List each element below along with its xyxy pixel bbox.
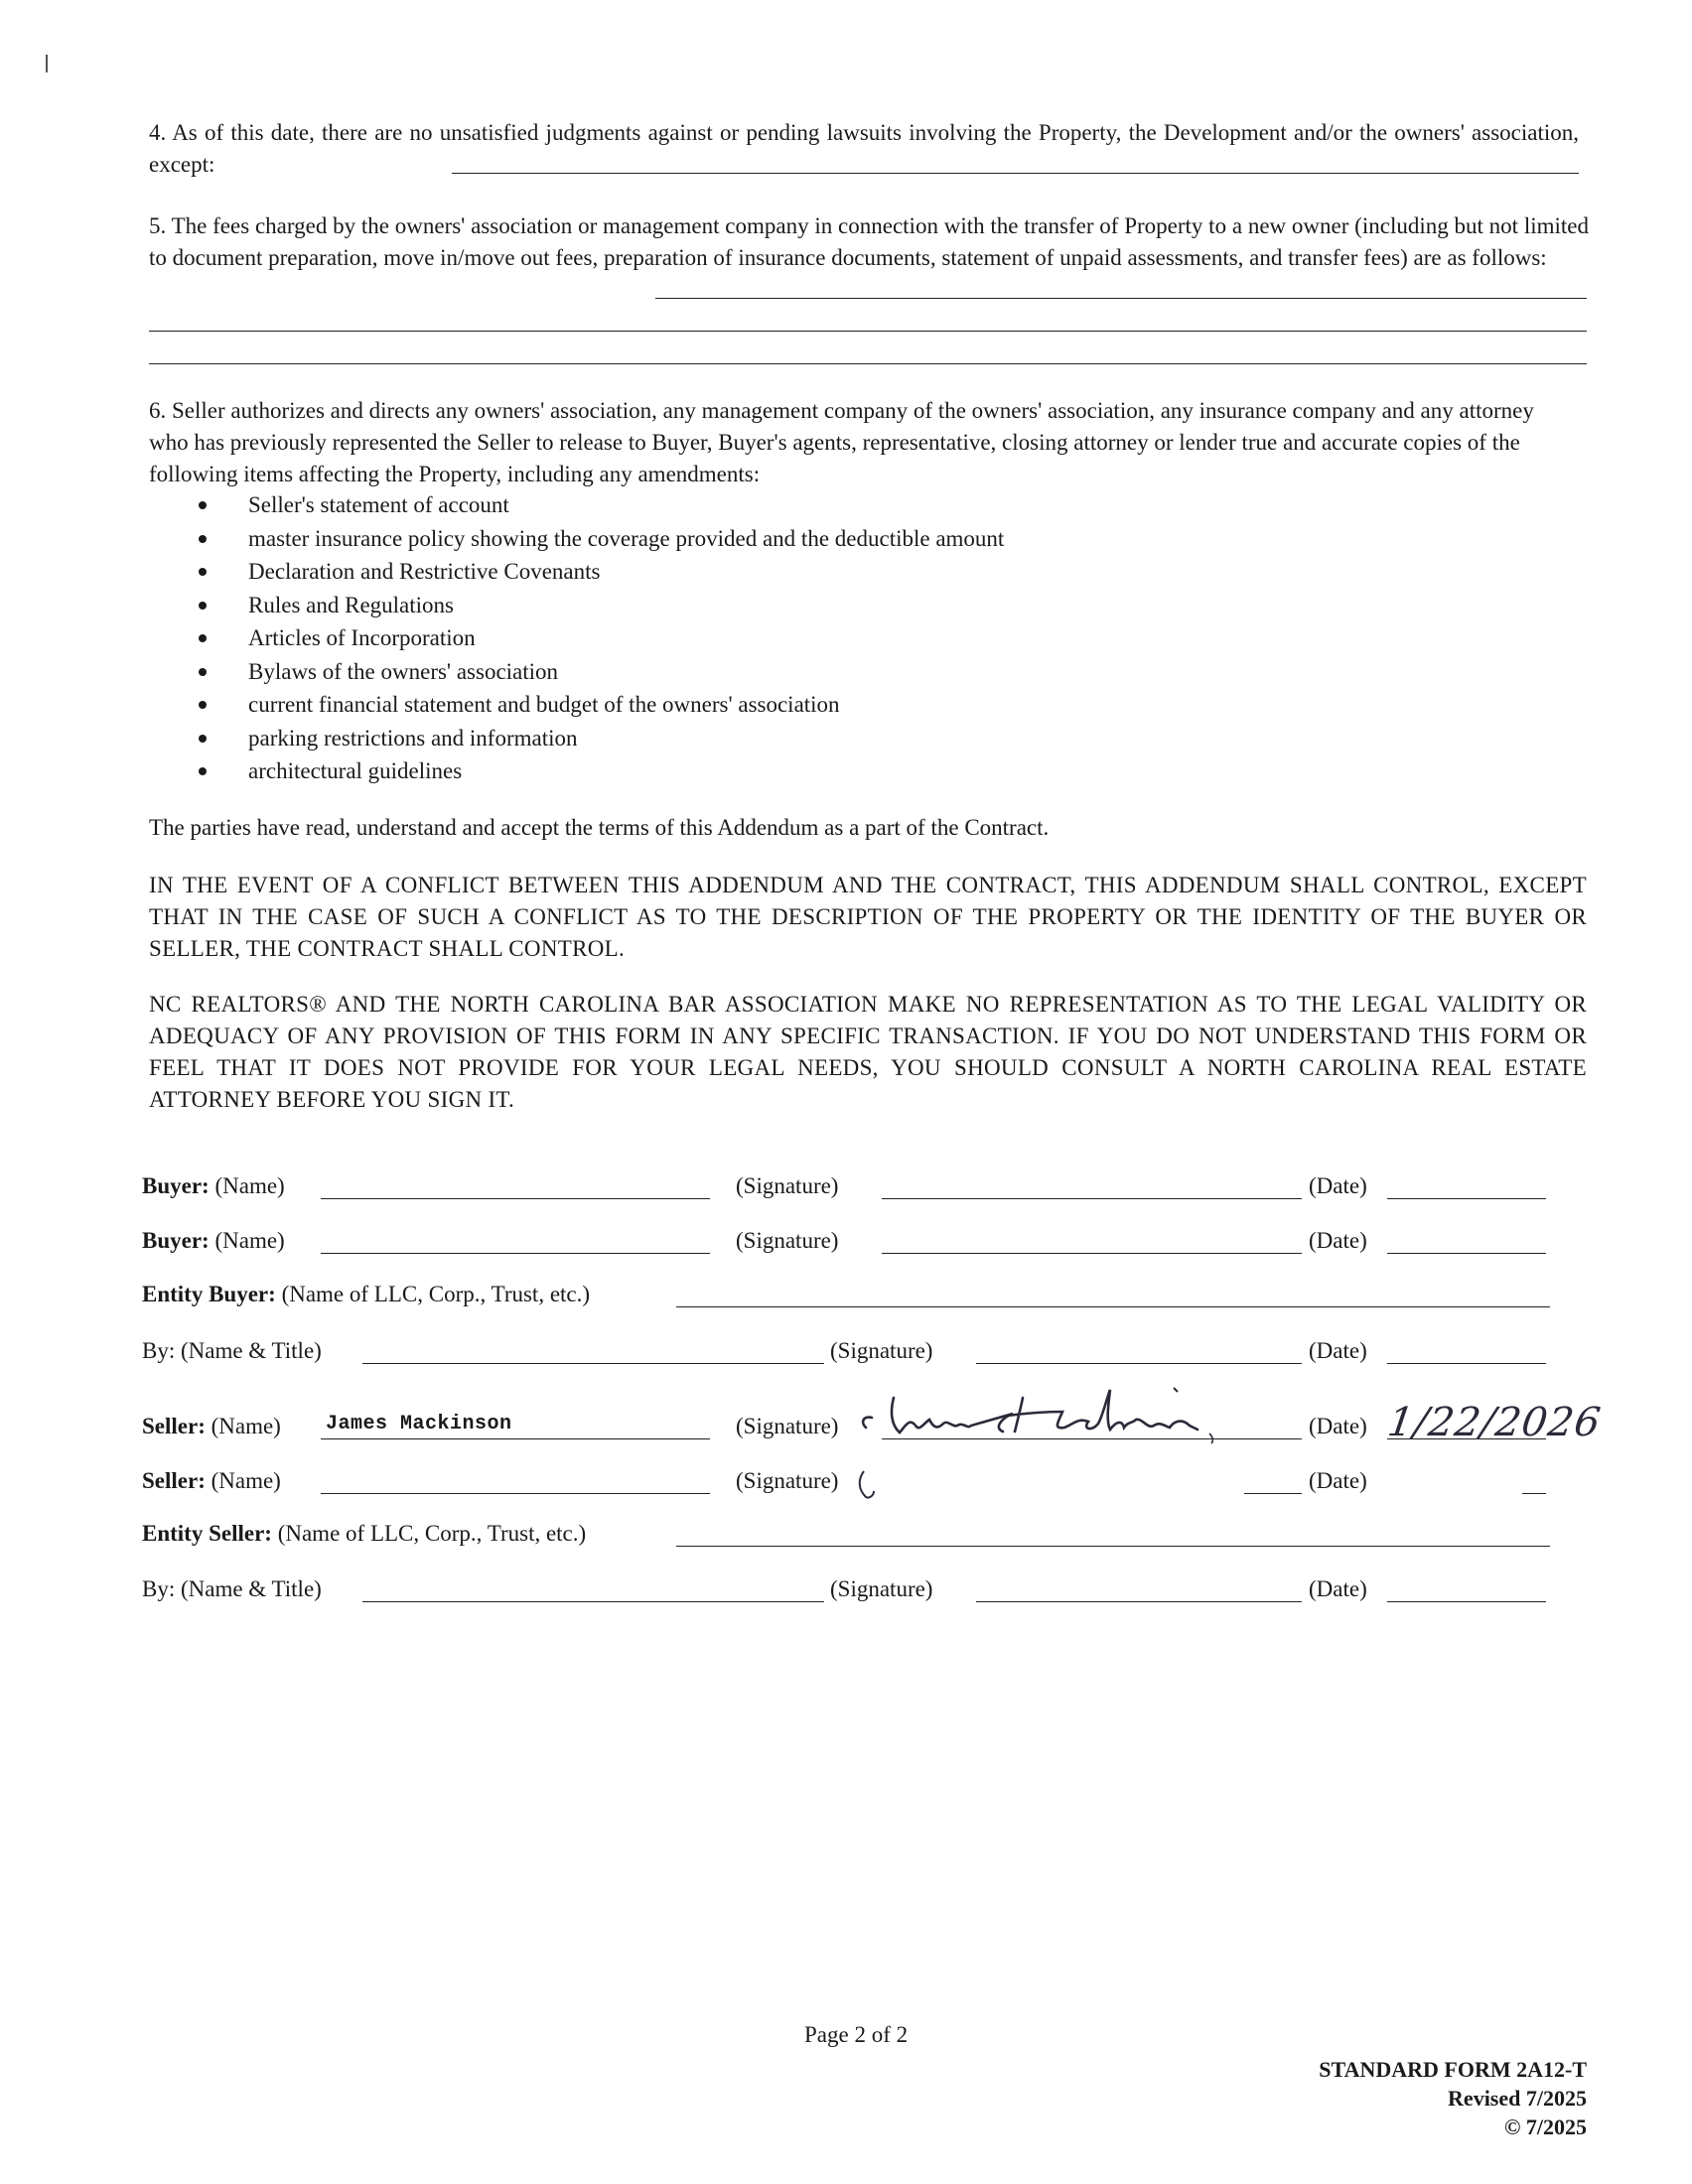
- seller-2-name-field[interactable]: [321, 1493, 710, 1494]
- signature-label: (Signature): [736, 1173, 839, 1198]
- list-item-label: current financial statement and budget of the owners' association: [248, 692, 840, 717]
- entity-buyer-label: Entity Buyer:: [142, 1282, 276, 1306]
- date-label: (Date): [1309, 1228, 1367, 1253]
- form-copyright: © 7/2025: [1503, 2115, 1587, 2139]
- buyer-label: Buyer:: [142, 1228, 210, 1253]
- seller-1-name-value: James Mackinson: [326, 1413, 512, 1435]
- list-item: [199, 688, 1390, 722]
- legal-disclaimer: NC REALTORS® AND THE NORTH CAROLINA BAR ASSOCIATION MAKE NO REPRESENTATION AS TO THE LEGAL VALIDITY OR ADEQUACY OF ANY PROVISION OF THIS FORM IN ANY SPECIFIC TRANSACTION. IF YOU DO NOT UNDERSTAND THIS FORM OR FEEL THAT IT DOES NOT PROVIDE FOR YOUR LEGAL NEEDS, YOU SHOULD CONSULT A NORTH CAROLINA REAL ESTATE ATTORNEY BEFORE YOU SIGN IT.: [149, 992, 1587, 1112]
- entity-name-label: (Name of LLC, Corp., Trust, etc.): [277, 1521, 587, 1546]
- list-item-label: master insurance policy showing the coverage provided and the deductible amount: [248, 525, 1005, 551]
- buyer-1-name-field[interactable]: [321, 1198, 710, 1199]
- list-item-label: Declaration and Restrictive Covenants: [248, 559, 601, 584]
- bullet-icon: [199, 568, 207, 576]
- date-label: (Date): [1309, 1173, 1367, 1198]
- by-label: By: (Name & Title): [142, 1338, 322, 1363]
- list-item-label: Articles of Incorporation: [248, 625, 476, 650]
- list-item: [199, 589, 1390, 622]
- list-item-label: Bylaws of the owners' association: [248, 658, 559, 684]
- entity-seller-label: Entity Seller:: [142, 1521, 272, 1546]
- buyer-2-signature-row: [142, 1220, 1592, 1260]
- entity-buyer-name-field[interactable]: [676, 1306, 1550, 1307]
- buyer-2-signature-field[interactable]: [882, 1253, 1302, 1254]
- date-label: (Date): [1309, 1414, 1367, 1438]
- bullet-icon: [199, 668, 207, 676]
- form-revision: Revised 7/2025: [1448, 2086, 1587, 2111]
- buyer-label: Buyer:: [142, 1173, 210, 1198]
- seller-label: Seller:: [142, 1468, 206, 1493]
- entity-buyer-row: [142, 1274, 1592, 1313]
- bullet-icon: [199, 735, 207, 743]
- entity-buyer-by-signature-field[interactable]: [976, 1363, 1302, 1364]
- acceptance-statement: The parties have read, understand and accept the terms of this Addendum as a part of the Contract.: [149, 815, 1050, 840]
- list-item-label: architectural guidelines: [248, 758, 463, 783]
- bullet-icon: [199, 602, 207, 610]
- entity-name-label: (Name of LLC, Corp., Trust, etc.): [281, 1282, 591, 1306]
- list-item: [199, 522, 1390, 556]
- buyer-1-date-field[interactable]: [1387, 1198, 1546, 1199]
- entity-seller-by-name-field[interactable]: [362, 1601, 824, 1602]
- by-label: By: (Name & Title): [142, 1576, 322, 1601]
- signature-label: (Signature): [736, 1228, 839, 1253]
- date-label: (Date): [1309, 1338, 1367, 1363]
- entity-buyer-by-date-field[interactable]: [1387, 1363, 1546, 1364]
- handwritten-signature: [854, 1378, 1241, 1457]
- item-6-bullet-list: [199, 488, 1390, 788]
- seller-2-signature-field[interactable]: [1244, 1493, 1302, 1494]
- conflict-clause: IN THE EVENT OF A CONFLICT BETWEEN THIS ADDENDUM AND THE CONTRACT, THIS ADDENDUM SHALL CONTROL, EXCEPT THAT IN THE CASE OF SUCH A CONFLICT AS TO THE DESCRIPTION OF THE PROPERTY OR THE IDENTITY OF THE BUYER OR SELLER, THE CONTRACT SHALL CONTROL.: [149, 873, 1587, 961]
- item-5-blank-line-1[interactable]: [655, 298, 1587, 299]
- page-number: Page 2 of 2: [804, 2022, 909, 2047]
- form-identifier: [1319, 2055, 1587, 2141]
- bullet-icon: [199, 701, 207, 709]
- list-item: [199, 488, 1390, 522]
- item-4-text: 4. As of this date, there are no unsatisfied judgments against or pending lawsuits involving the Property, the Development and/or the owners' association, except:: [149, 120, 1579, 177]
- pen-stroke-mark: [852, 1467, 892, 1503]
- buyer-1-signature-row: [142, 1165, 1592, 1205]
- list-item-label: parking restrictions and information: [248, 725, 578, 751]
- item-5-blank-line-2[interactable]: [149, 331, 1587, 332]
- signature-label: (Signature): [736, 1414, 839, 1438]
- signature-label: (Signature): [830, 1576, 933, 1601]
- buyer-2-date-field[interactable]: [1387, 1253, 1546, 1254]
- entity-seller-by-row: [142, 1569, 1592, 1608]
- list-item-label: Rules and Regulations: [248, 592, 454, 617]
- entity-buyer-by-name-field[interactable]: [362, 1363, 824, 1364]
- bullet-icon: [199, 767, 207, 775]
- list-item-label: Seller's statement of account: [248, 492, 509, 517]
- signature-label: (Signature): [830, 1338, 933, 1363]
- seller-1-name-field[interactable]: [321, 1438, 710, 1439]
- entity-buyer-by-row: [142, 1330, 1592, 1370]
- seller-label: Seller:: [142, 1414, 206, 1438]
- name-label: (Name): [214, 1173, 285, 1198]
- list-item: [199, 722, 1390, 755]
- scan-mark: [46, 55, 48, 72]
- signature-label: (Signature): [736, 1468, 839, 1493]
- bullet-icon: [199, 634, 207, 642]
- entity-seller-by-signature-field[interactable]: [976, 1601, 1302, 1602]
- date-label: (Date): [1309, 1468, 1367, 1493]
- entity-seller-by-date-field[interactable]: [1387, 1601, 1546, 1602]
- bullet-icon: [199, 535, 207, 543]
- item-5-text: 5. The fees charged by the owners' association or management company in connection with the transfer of Property to a new owner (including but not limited to document preparation, move in/move out fees, preparation of insurance documents, statement of unpaid assessments, and transfer fees) are as follows:: [149, 213, 1589, 270]
- name-label: (Name): [211, 1468, 281, 1493]
- list-item: [199, 655, 1390, 689]
- date-label: (Date): [1309, 1576, 1367, 1601]
- list-item: [199, 555, 1390, 589]
- buyer-2-name-field[interactable]: [321, 1253, 710, 1254]
- item-4-blank-line[interactable]: [452, 173, 1579, 174]
- name-label: (Name): [211, 1414, 281, 1438]
- entity-seller-name-field[interactable]: [676, 1546, 1550, 1547]
- seller-1-date-value: 1/22/2026: [1384, 1400, 1605, 1445]
- item-5-blank-line-3[interactable]: [149, 363, 1587, 364]
- entity-seller-row: [142, 1513, 1592, 1553]
- list-item: [199, 621, 1390, 655]
- form-name: STANDARD FORM 2A12-T: [1319, 2057, 1587, 2082]
- name-label: (Name): [214, 1228, 285, 1253]
- list-item: [199, 754, 1390, 788]
- item-6-text: 6. Seller authorizes and directs any owners' association, any management company of the owners' association, any insurance company and any attorney who has previously represented the Seller to release to Buyer, Buyer's agents, representative, closing attorney or lender true and accurate copies of the following items affecting the Property, including any amendments:: [149, 398, 1534, 486]
- buyer-1-signature-field[interactable]: [882, 1198, 1302, 1199]
- bullet-icon: [199, 501, 207, 509]
- seller-2-date-field[interactable]: [1522, 1493, 1546, 1494]
